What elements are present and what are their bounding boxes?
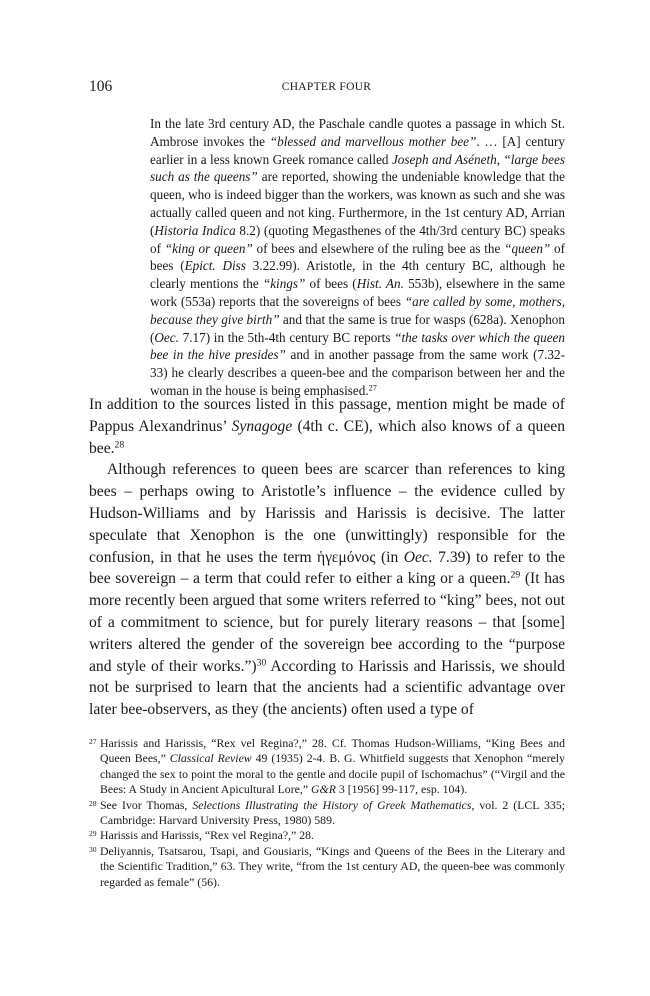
text-run: and in another passage from the same work (7.32-33) he clearly describes a queen-bee and the comparison between her and the woman in the house is being emphasised. <box>150 347 565 398</box>
italic-text: Joseph and Aséneth <box>391 151 497 167</box>
footnote-ref: 29 <box>510 570 521 582</box>
italic-text: Selections Illustrating the History of Greek Mathematics <box>192 797 472 812</box>
italic-text: “the tasks over which the queen bee in the hive presides” <box>150 329 566 363</box>
footnote <box>89 736 565 798</box>
block-quotation <box>150 115 565 400</box>
text-run: According to Harissis and Harissis, we should not be surprised to learn that the ancients had a scientific advantage over later bee-observers, as they (the ancients) often used a type of <box>89 657 565 719</box>
italic-text: Oec. <box>154 329 179 345</box>
text-run: Deliyannis, Tsatsarou, Tsapi, and Gousiaris, “Kings and Queens of the Bees in the Literary and the Scientific Tradition,” 63. They write, “from the 1st century AD, the queen-bee was commonly regarded as female” (56). <box>100 843 565 889</box>
italic-text: “king or queen” <box>164 240 253 256</box>
italic-text: “are called by some, mothers, because they give birth” <box>150 293 565 327</box>
footnotes <box>89 736 565 890</box>
page-header <box>89 78 564 98</box>
italic-text: “queen” <box>504 240 551 256</box>
italic-text: Epict. Diss <box>184 258 246 274</box>
running-head: CHAPTER FOUR <box>281 81 372 93</box>
text-run: 7.39) to refer to the bee sovereign – a term that could refer to either a king or a queen. <box>89 548 565 588</box>
text-run: 553b), elsewhere in the same work (553a) reports that the sovereigns of bees <box>150 276 566 309</box>
text-run: , vol. 2 (LCL 335; Cambridge: Harvard University Press, 1980) 589. <box>100 797 565 828</box>
text-run: 3 [1956] 99-117, esp. 104). <box>335 782 468 797</box>
text-run: In addition to the sources listed in this passage, mention might be made of Pappus Alexandrinus’ <box>89 396 565 435</box>
text-run: are reported, showing the undeniable knowledge that the queen, who is indeed bigger than the workers, was known as such and she was actually called queen and not king. Furthermore, in the 1st century AD, Arrian ( <box>150 169 565 238</box>
footnote <box>89 798 565 829</box>
italic-text: Historia Indica <box>154 222 236 238</box>
footnote-ref: 30 <box>256 657 267 669</box>
italic-text: Classical Review <box>169 751 252 766</box>
text-run: . … [A] century earlier in a less known Greek romance called <box>150 133 565 167</box>
quotation-paragraph <box>150 115 565 400</box>
footnote-number: 29 <box>89 829 97 839</box>
page-number: 106 <box>89 78 113 95</box>
text-run: 3.22.99). Aristotle, in the 4th century BC, although he clearly mentions the <box>150 258 565 292</box>
footnote-text <box>100 736 565 796</box>
text-run: 8.2) (quoting Megasthenes of the 4th/3rd century BC) speaks of <box>150 222 565 256</box>
text-run: of bees and elsewhere of the ruling bee as the <box>252 240 505 256</box>
footnote-number: 28 <box>89 798 97 808</box>
text-run: In the late 3rd century AD, the Paschale candle quotes a passage in which St. Ambrose invokes the <box>150 116 565 149</box>
italic-text: Oec. <box>403 548 433 566</box>
italic-text: Hist. An. <box>356 276 404 292</box>
text-run: and that the same is true for wasps (628a). Xenophon ( <box>150 311 565 345</box>
italic-text: “blessed and marvellous mother bee” <box>269 133 477 149</box>
body-paragraph <box>89 459 565 721</box>
text-run: , <box>496 151 504 167</box>
footnote <box>89 828 565 843</box>
text-run: Although references to queen bees are scarcer than references to king bees – perhaps owing to Aristotle’s influence – the evidence culled by Hudson-Williams and by Harissis and Harissis is decisive. The latter speculate that Xenophon is the one (unwittingly) responsible for the confusion, in that he uses the term ἡγεμόνος (in <box>89 461 565 566</box>
text-run: of bees ( <box>150 240 565 274</box>
text-run: of bees ( <box>305 276 357 292</box>
footnote-text <box>100 798 565 827</box>
italic-text: Synagoge <box>231 417 293 435</box>
text-run: 49 (1935) 2-4. B. G. Whitfield suggests that Xenophon “merely changed the sex to point the moral to the gentle and docile pupil of Ischomachus” (“Virgil and the Bees: A Study in Ancient Apicultural Lore,” <box>100 751 565 797</box>
italic-text: “kings” <box>262 276 306 292</box>
text-run: Harissis and Harissis, “Rex vel Regina?,” 28. <box>100 828 314 843</box>
footnote-ref: 27 <box>368 383 377 393</box>
body-paragraph <box>89 394 565 459</box>
text-run: Harissis and Harissis, “Rex vel Regina?,” 28. Cf. Thomas Hudson-Williams, “King Bees and Queen Bees,” <box>100 736 565 766</box>
italic-text: “large bees such as the queens” <box>150 151 565 185</box>
text-run: (4th c. CE), which also knows of a queen bee. <box>89 417 565 457</box>
body-text <box>89 394 565 721</box>
footnote-number: 27 <box>89 737 97 746</box>
footnote-text <box>100 828 314 842</box>
italic-text: G&R <box>311 782 336 797</box>
footnote-ref: 28 <box>114 439 125 451</box>
text-run: (It has more recently been argued that some writers referred to “king” bees, not out of a commitment to science, but for purely literary reasons – that [some] writers altered the gender of the sovereign bee according to the “purpose and style of their works.”) <box>89 570 565 675</box>
footnote <box>89 844 565 890</box>
footnote-text <box>100 844 565 889</box>
text-run: 7.17) in the 5th-4th century BC reports <box>178 329 395 345</box>
text-run: See Ivor Thomas, <box>100 797 193 812</box>
footnote-number: 30 <box>89 844 97 854</box>
